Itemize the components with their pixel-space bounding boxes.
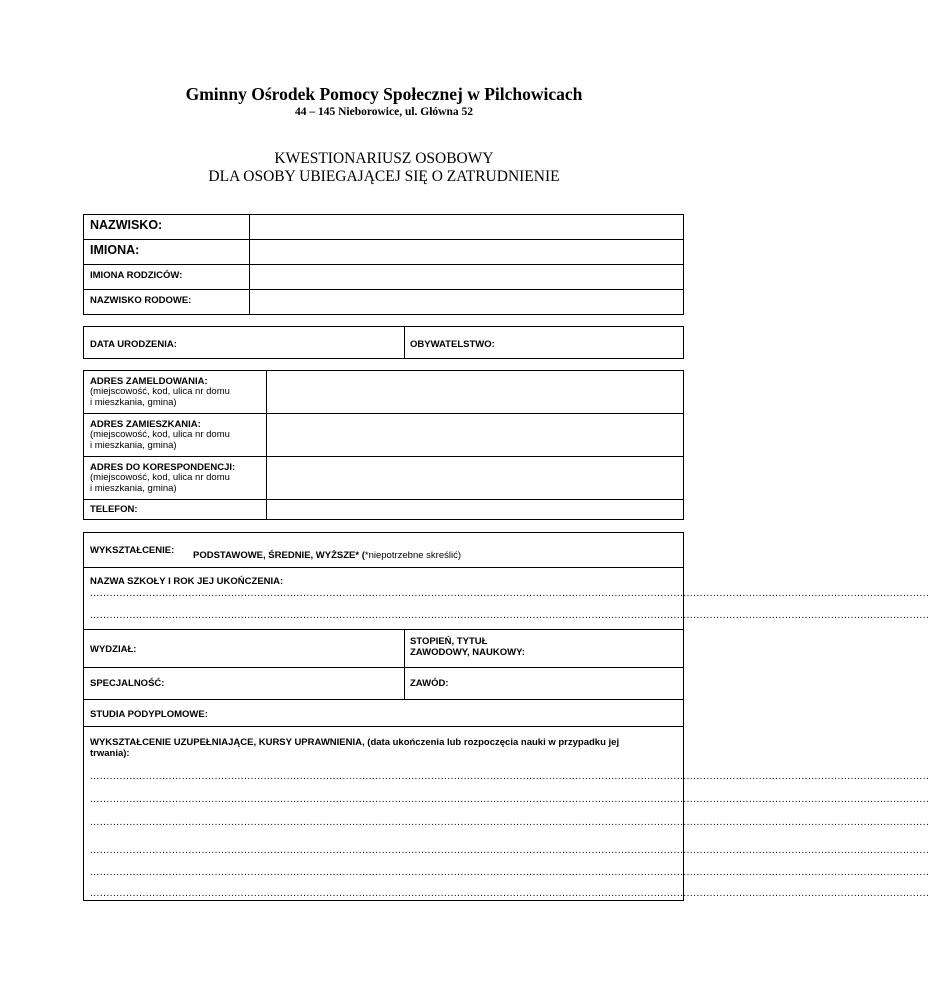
supplementary-education-label (90, 737, 680, 759)
surname-field[interactable] (250, 215, 683, 239)
residence-address-label: ADRES ZAMIESZKANIA: (90, 419, 201, 430)
phone-label: TELEFON: (90, 504, 138, 515)
phone-field[interactable] (267, 500, 683, 519)
citizenship-label: OBYWATELSTWO: (410, 339, 495, 350)
degree-label-1: STOPIEŃ, TYTUŁ (410, 636, 488, 647)
school-line-2[interactable]: ................................................................................................................................................................................................................................................................ (90, 610, 929, 621)
profession-field[interactable] (460, 668, 683, 699)
degree-field[interactable] (560, 630, 683, 667)
degree-label-2: ZAWODOWY, NAUKOWY: (410, 647, 525, 658)
correspondence-address-label-block (90, 462, 235, 494)
family-name-label: NAZWISKO RODOWE: (90, 295, 192, 306)
birth-date-label: DATA URODZENIA: (90, 339, 177, 350)
profession-label: ZAWÓD: (410, 678, 449, 689)
supplementary-line-5[interactable]: ................................................................................................................................................................................................................................................................ (90, 867, 929, 878)
registered-address-hint-1: (miejscowość, kod, ulica nr domu (90, 386, 230, 397)
citizenship-field[interactable] (510, 327, 683, 358)
degree-label-block (410, 636, 525, 658)
surname-label: NAZWISKO: (90, 218, 163, 232)
parents-names-label: IMIONA RODZICÓW: (90, 270, 183, 281)
faculty-field[interactable] (150, 630, 403, 667)
residence-address-label-block (90, 419, 230, 451)
first-names-field[interactable] (250, 240, 683, 264)
correspondence-address-field[interactable] (267, 457, 683, 499)
supplementary-line-3[interactable]: ................................................................................................................................................................................................................................................................ (90, 817, 929, 828)
birth-date-field[interactable] (200, 327, 403, 358)
office-address: 44 – 145 Nieborowice, ul. Główna 52 (294, 106, 474, 118)
supplementary-line-6[interactable]: ................................................................................................................................................................................................................................................................ (90, 888, 929, 899)
faculty-label: WYDZIAŁ: (90, 644, 137, 655)
supplementary-line-4[interactable]: ................................................................................................................................................................................................................................................................ (90, 845, 929, 856)
family-name-field[interactable] (250, 290, 683, 314)
education-label: WYKSZTAŁCENIE: (90, 545, 175, 556)
registered-address-label: ADRES ZAMELDOWANIA: (90, 376, 208, 387)
residence-address-field[interactable] (267, 414, 683, 456)
postgraduate-field[interactable] (215, 700, 683, 726)
correspondence-address-hint-2: i mieszkania, gmina) (90, 482, 177, 494)
supplementary-line-1[interactable]: ................................................................................................................................................................................................................................................................ (90, 771, 929, 782)
postgraduate-label: STUDIA PODYPLOMOWE: (90, 709, 208, 720)
registered-address-label-block (90, 376, 230, 408)
supplementary-label-2: trwania): (90, 748, 130, 759)
supplementary-label-1: WYKSZTAŁCENIE UZUPEŁNIAJĄCE, KURSY UPRAWNIENIA, (data ukończenia lub rozpoczęcia nauki w przypadku jej (90, 737, 620, 748)
form-title (0, 150, 768, 186)
specialty-field[interactable] (175, 668, 403, 699)
school-label: NAZWA SZKOŁY I ROK JEJ UKOŃCZENIA: (90, 576, 284, 587)
correspondence-address-label: ADRES DO KORESPONDENCJI: (90, 462, 236, 473)
residence-address-hint-1: (miejscowość, kod, ulica nr domu (90, 429, 230, 440)
registered-address-field[interactable] (267, 371, 683, 413)
education-options[interactable] (193, 545, 461, 563)
correspondence-address-hint-1: (miejscowość, kod, ulica nr domu (90, 472, 230, 483)
supplementary-line-2[interactable]: ................................................................................................................................................................................................................................................................ (90, 794, 929, 805)
parents-names-field[interactable] (250, 265, 683, 289)
specialty-label: SPECJALNOŚĆ: (90, 678, 165, 689)
form-title-line-1: KWESTIONARIUSZ OSOBOWY (274, 150, 494, 167)
residence-address-hint-2: i mieszkania, gmina) (90, 439, 177, 451)
office-name: Gminny Ośrodek Pomocy Społecznej w Pilchowicach (185, 84, 583, 104)
registered-address-hint-2: i mieszkania, gmina) (90, 396, 177, 408)
education-options-note: *niepotrzebne skreślić) (364, 550, 461, 561)
form-title-line-2: DLA OSOBY UBIEGAJĄCEJ SIĘ O ZATRUDNIENIE (208, 168, 560, 185)
first-names-label: IMIONA: (90, 243, 140, 257)
school-line-1[interactable]: ................................................................................................................................................................................................................................................................ (90, 588, 929, 599)
education-options-text: PODSTAWOWE, ŚREDNIE, WYŻSZE* ( (193, 550, 365, 561)
